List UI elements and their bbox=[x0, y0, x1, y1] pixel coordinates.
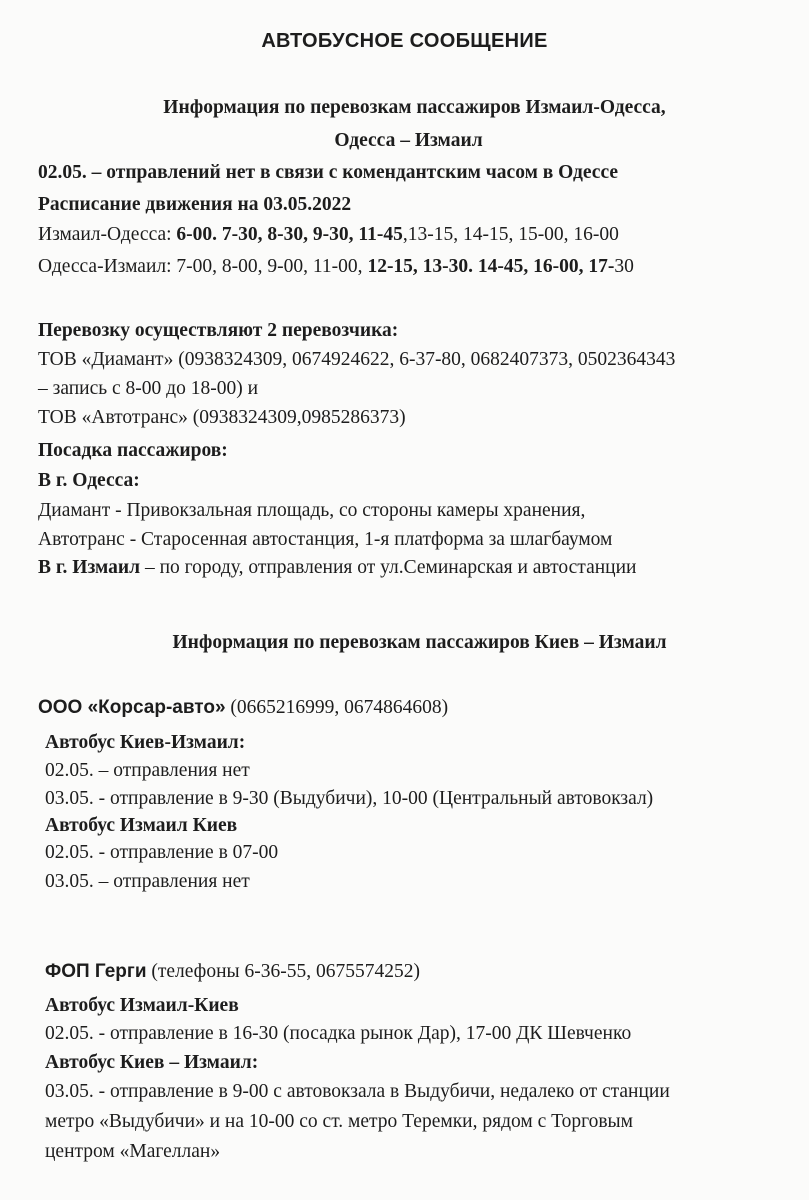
gergi-route2-title: Автобус Киев – Измаил: bbox=[45, 1052, 259, 1073]
boarding-title: Посадка пассажиров: bbox=[38, 440, 228, 461]
kiev-heading: Информация по перевозкам пассажиров Киев – Измаил bbox=[172, 632, 667, 653]
carriers-title: Перевозку осуществляют 2 перевозчика: bbox=[38, 320, 399, 341]
departures-tail: 30 bbox=[614, 256, 634, 277]
carrier-diamant-booking: – запись с 8-00 до 18-00) и bbox=[38, 378, 259, 399]
korsar-route2-line2: 03.05. – отправления нет bbox=[45, 871, 250, 892]
departures-bold: 6-00. 7-30, 8-30, 9-30, 11-45 bbox=[176, 224, 403, 245]
company-phones: (телефоны 6-36-55, 0675574252) bbox=[146, 961, 420, 982]
schedule-izmail-odessa bbox=[38, 224, 619, 246]
izmail-city: В г. Измаил bbox=[38, 557, 141, 578]
schedule-odessa-izmail bbox=[38, 256, 634, 278]
korsar-route2-title: Автобус Измаил Киев bbox=[45, 815, 238, 836]
carrier-avtotrans: ТОВ «Автотранс» (0938324309,0985286373) bbox=[38, 407, 406, 428]
korsar-route1-line2: 03.05. - отправление в 9-30 (Выдубичи), 10-00 (Центральный автовокзал) bbox=[45, 788, 654, 809]
gergi-route2-line1: 03.05. - отправление в 9-00 с автовокзала в Выдубичи, недалеко от станции bbox=[45, 1081, 670, 1102]
company-name: ФОП Герги bbox=[45, 961, 147, 982]
odessa-heading-line1: Информация по перевозкам пассажиров Измаил-Одесса, bbox=[163, 97, 666, 118]
gergi-route1-title: Автобус Измаил-Киев bbox=[45, 995, 239, 1016]
carrier-diamant: ТОВ «Диамант» (0938324309, 0674924622, 6-37-80, 0682407373, 0502364343 bbox=[38, 349, 676, 370]
company-phones: (0665216999, 0674864608) bbox=[225, 697, 449, 718]
odessa-notice: 02.05. – отправлений нет в связи с комендантским часом в Одессе bbox=[38, 162, 619, 183]
korsar-route2-line1: 02.05. - отправление в 07-00 bbox=[45, 842, 279, 863]
gergi-route1-line1: 02.05. - отправление в 16-30 (посадка рынок Дар), 17-00 ДК Шевченко bbox=[45, 1023, 632, 1044]
korsar-route1-line1: 02.05. – отправления нет bbox=[45, 760, 250, 781]
korsar-route1-title: Автобус Киев-Измаил: bbox=[45, 732, 246, 753]
route-label: Измаил-Одесса: bbox=[38, 224, 177, 245]
company-name: ООО «Корсар-авто» bbox=[38, 697, 226, 718]
gergi-route2-line3: центром «Магеллан» bbox=[45, 1141, 221, 1162]
departures-regular: 7-00, 8-00, 9-00, 11-00, bbox=[176, 256, 368, 277]
boarding-diamant: Диамант - Привокзальная площадь, со стороны камеры хранения, bbox=[38, 500, 586, 521]
odessa-heading-line2: Одесса – Измаил bbox=[334, 130, 483, 151]
boarding-izmail bbox=[38, 557, 636, 579]
boarding-avtotrans: Автотранс - Старосенная автостанция, 1-я платформа за шлагбаумом bbox=[38, 529, 613, 550]
korsar-company bbox=[38, 697, 448, 719]
izmail-boarding-info: – по городу, отправления от ул.Семинарская и автостанции bbox=[140, 557, 637, 578]
boarding-odessa-city: В г. Одесса: bbox=[38, 470, 140, 491]
gergi-company bbox=[45, 961, 420, 983]
departures-bold: 12-15, 13-30. 14-45, 16-00, 17- bbox=[367, 256, 615, 277]
schedule-title: Расписание движения на 03.05.2022 bbox=[38, 194, 352, 215]
gergi-route2-line2: метро «Выдубичи» и на 10-00 со ст. метро Теремки, рядом с Торговым bbox=[45, 1111, 633, 1132]
page-title: АВТОБУСНОЕ СООБЩЕНИЕ bbox=[261, 30, 548, 52]
route-label: Одесса-Измаил: bbox=[38, 256, 177, 277]
departures-regular: ,13-15, 14-15, 15-00, 16-00 bbox=[402, 224, 619, 245]
